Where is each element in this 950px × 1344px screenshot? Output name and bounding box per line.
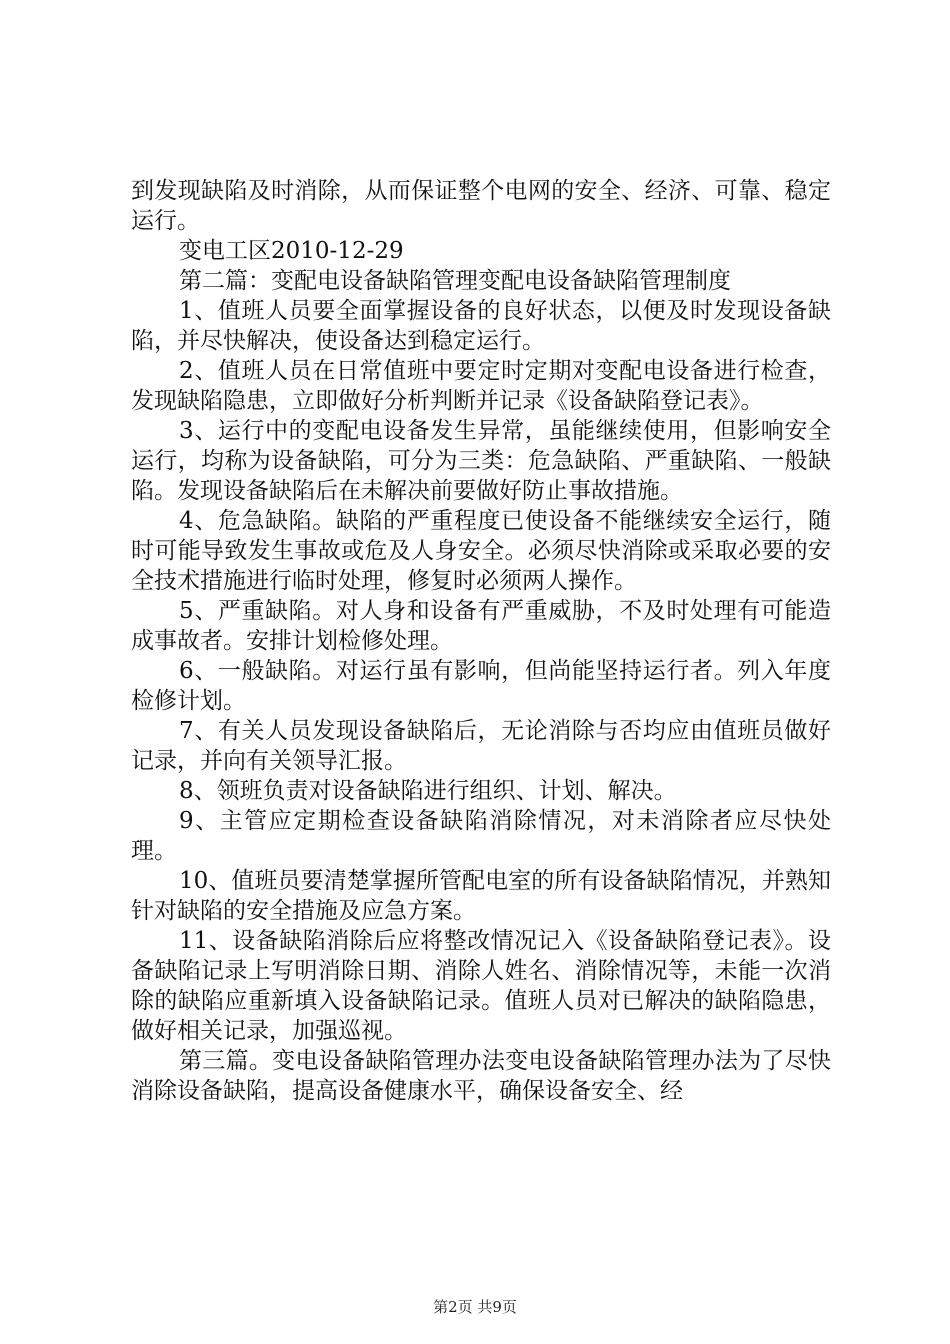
paragraph-item-6: 6、一般缺陷。对运行虽有影响，但尚能坚持运行者。列入年度检修计划。 [131, 658, 831, 714]
paragraph-item-8: 8、领班负责对设备缺陷进行组织、计划、解决。 [179, 778, 677, 804]
signature-date: 变电工区2010-12-29 [179, 238, 404, 264]
page-number-footer: 第2页 共9页 [433, 1298, 517, 1316]
paragraph-item-1: 1、值班人员要全面掌握设备的良好状态，以便及时发现设备缺陷，并尽快解决，使设备达到稳定运行。 [131, 298, 831, 354]
paragraph-item-11: 11、设备缺陷消除后应将整改情况记入《设备缺陷登记表》。设备缺陷记录上写明消除日期、消除人姓名、消除情况等，未能一次消除的缺陷应重新填入设备缺陷记录。值班人员对已解决的缺陷隐患，做好相关记录，加强巡视。 [131, 928, 831, 1044]
paragraph-item-2: 2、值班人员在日常值班中要定时定期对变配电设备进行检查，发现缺陷隐患，立即做好分析判断并记录《设备缺陷登记表》。 [131, 358, 831, 414]
paragraph-item-5: 5、严重缺陷。对人身和设备有严重威胁，不及时处理有可能造成事故者。安排计划检修处理。 [131, 598, 831, 654]
paragraph-item-4: 4、危急缺陷。缺陷的严重程度已使设备不能继续安全运行，随时可能导致发生事故或危及人身安全。必须尽快消除或采取必要的安全技术措施进行临时处理，修复时必须两人操作。 [131, 508, 831, 594]
document-body [131, 176, 831, 1106]
paragraph-item-10: 10、值班员要清楚掌握所管配电室的所有设备缺陷情况，并熟知针对缺陷的安全措施及应急方案。 [131, 868, 831, 924]
section-heading-3: 第三篇。变电设备缺陷管理办法变电设备缺陷管理办法为了尽快消除设备缺陷，提高设备健康水平，确保设备安全、经 [131, 1048, 831, 1104]
paragraph-item-3: 3、运行中的变配电设备发生异常，虽能继续使用，但影响安全运行，均称为设备缺陷，可分为三类：危急缺陷、严重缺陷、一般缺陷。发现设备缺陷后在未解决前要做好防止事故措施。 [131, 418, 831, 504]
paragraph-item-7: 7、有关人员发现设备缺陷后，无论消除与否均应由值班员做好记录，并向有关领导汇报。 [131, 718, 831, 774]
paragraph-item-9: 9、主管应定期检查设备缺陷消除情况，对未消除者应尽快处理。 [131, 808, 831, 864]
paragraph-continuation: 到发现缺陷及时消除，从而保证整个电网的安全、经济、可靠、稳定运行。 [131, 178, 831, 234]
section-heading-2: 第二篇：变配电设备缺陷管理变配电设备缺陷管理制度 [179, 268, 731, 294]
